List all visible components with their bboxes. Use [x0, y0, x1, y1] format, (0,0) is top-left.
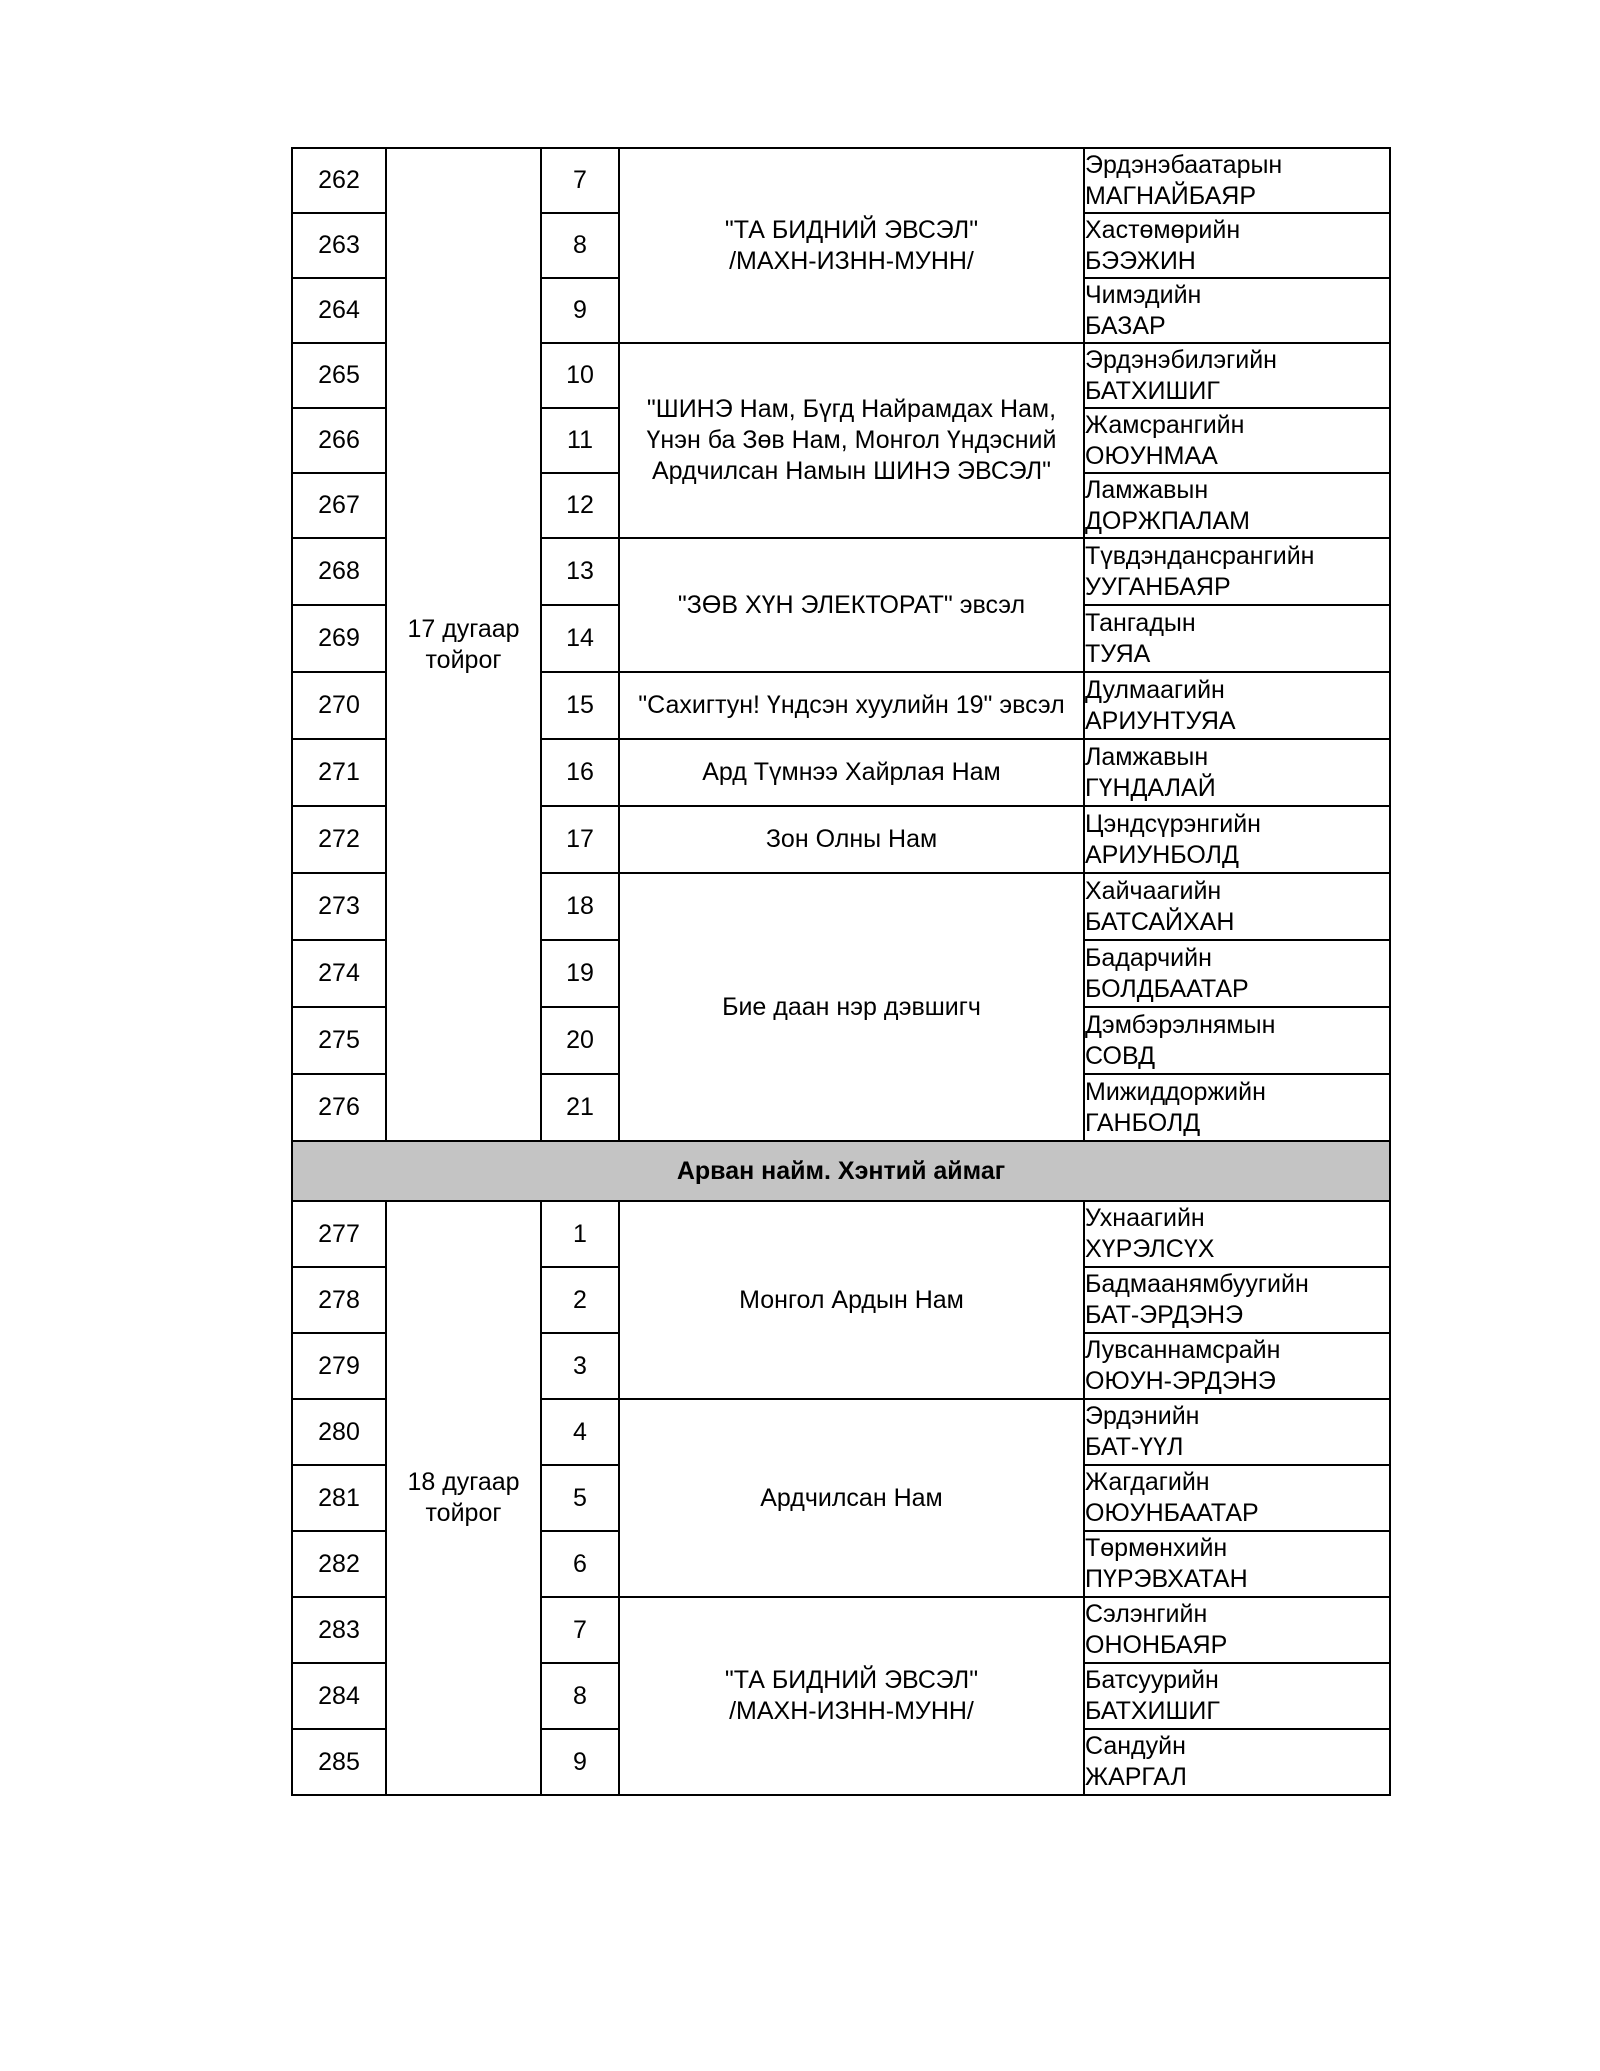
candidate-name: [1084, 1333, 1390, 1399]
party-name-line: Бие даан нэр дэвшигч: [722, 992, 981, 1021]
row-number: 278: [292, 1267, 386, 1333]
candidate-number: 8: [541, 1663, 619, 1729]
candidate-number: 4: [541, 1399, 619, 1465]
candidate-name: [1084, 1201, 1390, 1267]
party-name-line: Монгол Ардын Нам: [739, 1285, 964, 1314]
candidate-name: [1084, 605, 1390, 672]
row-number: 271: [292, 739, 386, 806]
candidate-last-name: БАТХИШИГ: [1085, 376, 1220, 405]
row-number: 273: [292, 873, 386, 940]
candidate-name: [1084, 873, 1390, 940]
party-name-line: "ТА БИДНИЙ ЭВСЭЛ": [724, 1666, 979, 1694]
row-number: 266: [292, 408, 386, 473]
candidate-number: 7: [541, 1597, 619, 1663]
candidate-name: [1084, 343, 1390, 408]
row-number: 283: [292, 1597, 386, 1663]
party-name-line: Зон Олны Нам: [765, 825, 938, 853]
row-number: 265: [292, 343, 386, 408]
candidate-last-name: ПҮРЭВХАТАН: [1085, 1565, 1248, 1593]
row-number: 264: [292, 278, 386, 343]
candidate-name: [1084, 1597, 1390, 1663]
candidate-number: 11: [541, 408, 619, 473]
party-cell: [619, 343, 1084, 538]
candidate-first-name: Батсуурийн: [1085, 1666, 1219, 1694]
candidate-name: [1084, 1007, 1390, 1074]
candidate-number: 13: [541, 538, 619, 605]
party-cell: [619, 148, 1084, 343]
party-name-line: Ардчилсан Намын ШИНЭ ЭВСЭЛ": [651, 457, 1052, 485]
party-cell: [619, 739, 1084, 806]
section-title: Арван найм. Хэнтий аймаг: [292, 1141, 1390, 1201]
candidate-first-name: Сэлэнгийн: [1085, 1600, 1208, 1628]
row-number: 268: [292, 538, 386, 605]
candidate-last-name: БЭЭЖИН: [1085, 246, 1196, 275]
row-number: 282: [292, 1531, 386, 1597]
party-cell: [619, 806, 1084, 873]
candidate-name: [1084, 1531, 1390, 1597]
candidate-last-name: ХҮРЭЛСҮХ: [1085, 1235, 1215, 1263]
candidate-name: [1084, 408, 1390, 473]
candidate-last-name: АРИУНТУЯА: [1085, 706, 1236, 735]
candidate-name: [1084, 672, 1390, 739]
candidate-last-name: БАТ-ЭРДЭНЭ: [1085, 1301, 1244, 1329]
party-cell: [619, 672, 1084, 739]
candidate-last-name: ЖАРГАЛ: [1085, 1763, 1187, 1791]
candidate-first-name: Чимэдийн: [1085, 280, 1202, 309]
candidate-number: 17: [541, 806, 619, 873]
table-row: [292, 148, 1390, 213]
candidate-last-name: БОЛДБААТАР: [1085, 974, 1249, 1003]
candidate-number: 8: [541, 213, 619, 278]
candidate-first-name: Бадмаанямбуугийн: [1085, 1270, 1309, 1298]
candidate-last-name: УУГАНБАЯР: [1085, 572, 1231, 601]
party-name-line: Ардчилсан Нам: [760, 1483, 943, 1512]
row-number: 262: [292, 148, 386, 213]
candidate-last-name: БАТХИШИГ: [1085, 1697, 1220, 1725]
candidate-first-name: Ламжавын: [1085, 742, 1209, 771]
candidate-first-name: Дулмаагийн: [1085, 675, 1225, 704]
party-name-line: /МАХН-ИЗНН-МУНН/: [729, 246, 974, 275]
candidate-name: [1084, 1663, 1390, 1729]
row-number: 267: [292, 473, 386, 538]
candidate-first-name: Жамсрангийн: [1085, 410, 1245, 439]
candidate-first-name: Ухнаагийн: [1085, 1204, 1205, 1232]
candidate-number: 12: [541, 473, 619, 538]
row-number: 269: [292, 605, 386, 672]
row-number: 284: [292, 1663, 386, 1729]
candidate-number: 10: [541, 343, 619, 408]
candidate-last-name: ГҮНДАЛАЙ: [1085, 773, 1216, 802]
candidate-name: [1084, 940, 1390, 1007]
party-name-line: Үнэн ба Зөв Нам, Монгол Үндэсний: [646, 426, 1057, 454]
candidate-name: [1084, 1074, 1390, 1141]
candidate-name: [1084, 473, 1390, 538]
candidate-name: [1084, 213, 1390, 278]
district-label: 17 дугаар тойрог: [407, 614, 520, 674]
candidate-number: 9: [541, 1729, 619, 1795]
candidate-number: 5: [541, 1465, 619, 1531]
party-name-line: Ард Түмнээ Хайрлая Нам: [702, 758, 1001, 786]
candidate-last-name: ДОРЖПАЛАМ: [1085, 506, 1250, 535]
candidate-number: 7: [541, 148, 619, 213]
party-name-line: /МАХН-ИЗНН-МУНН/: [729, 1697, 974, 1725]
party-name-line: "ТА БИДНИЙ ЭВСЭЛ": [724, 215, 979, 244]
row-number: 275: [292, 1007, 386, 1074]
candidate-last-name: ГАНБОЛД: [1085, 1108, 1201, 1137]
candidate-last-name: БАЗАР: [1085, 311, 1166, 340]
candidate-first-name: Хастөмөрийн: [1085, 215, 1241, 244]
candidate-last-name: ОЮУН-ЭРДЭНЭ: [1085, 1367, 1276, 1395]
row-number: 272: [292, 806, 386, 873]
candidate-name: [1084, 1729, 1390, 1795]
candidate-last-name: ОНОНБАЯР: [1085, 1631, 1228, 1659]
party-name-line: "Сахигтун! Үндсэн хуулийн 19" эвсэл: [638, 691, 1065, 719]
candidate-last-name: БАТСАЙХАН: [1085, 907, 1235, 936]
row-number: 280: [292, 1399, 386, 1465]
candidate-first-name: Лувсаннамсрайн: [1085, 1336, 1281, 1364]
candidate-first-name: Дэмбэрэлнямын: [1085, 1010, 1276, 1039]
candidate-name: [1084, 148, 1390, 213]
row-number: 279: [292, 1333, 386, 1399]
row-number: 276: [292, 1074, 386, 1141]
candidate-last-name: МАГНАЙБАЯР: [1085, 181, 1256, 210]
candidate-first-name: Эрдэнэбилэгийн: [1085, 345, 1277, 374]
party-name-line: "ШИНЭ Нам, Бүгд Найрамдах Нам,: [646, 395, 1057, 423]
candidate-first-name: Түвдэндансрангийн: [1085, 541, 1315, 570]
table-row: [292, 1201, 1390, 1267]
candidate-number: 19: [541, 940, 619, 1007]
candidate-last-name: ОЮУНБААТАР: [1085, 1499, 1259, 1527]
party-cell: [619, 538, 1084, 672]
party-cell: [619, 1597, 1084, 1795]
row-number: 285: [292, 1729, 386, 1795]
row-number: 263: [292, 213, 386, 278]
row-number: 270: [292, 672, 386, 739]
candidate-number: 9: [541, 278, 619, 343]
district-cell: [386, 148, 541, 1141]
candidate-number: 6: [541, 1531, 619, 1597]
party-name-line: "ЗӨВ ХҮН ЭЛЕКТОРАТ" эвсэл: [677, 590, 1026, 619]
candidate-number: 14: [541, 605, 619, 672]
candidate-name: [1084, 1267, 1390, 1333]
district-label: 18 дугаар тойрог: [407, 1468, 520, 1527]
candidate-last-name: ТУЯА: [1085, 639, 1151, 668]
candidate-name: [1084, 739, 1390, 806]
candidate-number: 2: [541, 1267, 619, 1333]
candidate-first-name: Хайчаагийн: [1085, 876, 1222, 905]
row-number: 274: [292, 940, 386, 1007]
candidate-last-name: БАТ-ҮҮЛ: [1085, 1433, 1184, 1461]
district-cell: [386, 1201, 541, 1795]
party-cell: [619, 1399, 1084, 1597]
candidate-number: 21: [541, 1074, 619, 1141]
candidate-first-name: Төрмөнхийн: [1085, 1534, 1228, 1562]
party-cell: [619, 1201, 1084, 1399]
candidate-name: [1084, 538, 1390, 605]
candidate-first-name: Ламжавын: [1085, 475, 1209, 504]
candidate-first-name: Жагдагийн: [1085, 1468, 1210, 1496]
candidate-number: 16: [541, 739, 619, 806]
candidate-first-name: Цэндсүрэнгийн: [1085, 809, 1261, 838]
row-number: 281: [292, 1465, 386, 1531]
candidate-first-name: Бадарчийн: [1085, 943, 1212, 972]
party-cell: [619, 873, 1084, 1141]
candidate-first-name: Эрдэнэбаатарын: [1085, 150, 1283, 179]
candidate-name: [1084, 806, 1390, 873]
candidate-last-name: СОВД: [1085, 1041, 1156, 1070]
candidate-last-name: АРИУНБОЛД: [1085, 840, 1239, 869]
candidate-name: [1084, 278, 1390, 343]
candidate-number: 3: [541, 1333, 619, 1399]
candidate-number: 20: [541, 1007, 619, 1074]
section-header-row: [292, 1141, 1390, 1201]
candidate-number: 15: [541, 672, 619, 739]
candidate-number: 1: [541, 1201, 619, 1267]
candidate-first-name: Эрдэнийн: [1085, 1402, 1200, 1430]
candidate-last-name: ОЮУНМАА: [1085, 441, 1218, 470]
candidate-first-name: Сандуйн: [1085, 1732, 1186, 1760]
candidate-table: [291, 147, 1391, 1796]
candidate-name: [1084, 1399, 1390, 1465]
candidate-number: 18: [541, 873, 619, 940]
candidate-name: [1084, 1465, 1390, 1531]
row-number: 277: [292, 1201, 386, 1267]
candidate-first-name: Тангадын: [1085, 608, 1196, 637]
candidate-first-name: Мижиддоржийн: [1085, 1077, 1266, 1106]
